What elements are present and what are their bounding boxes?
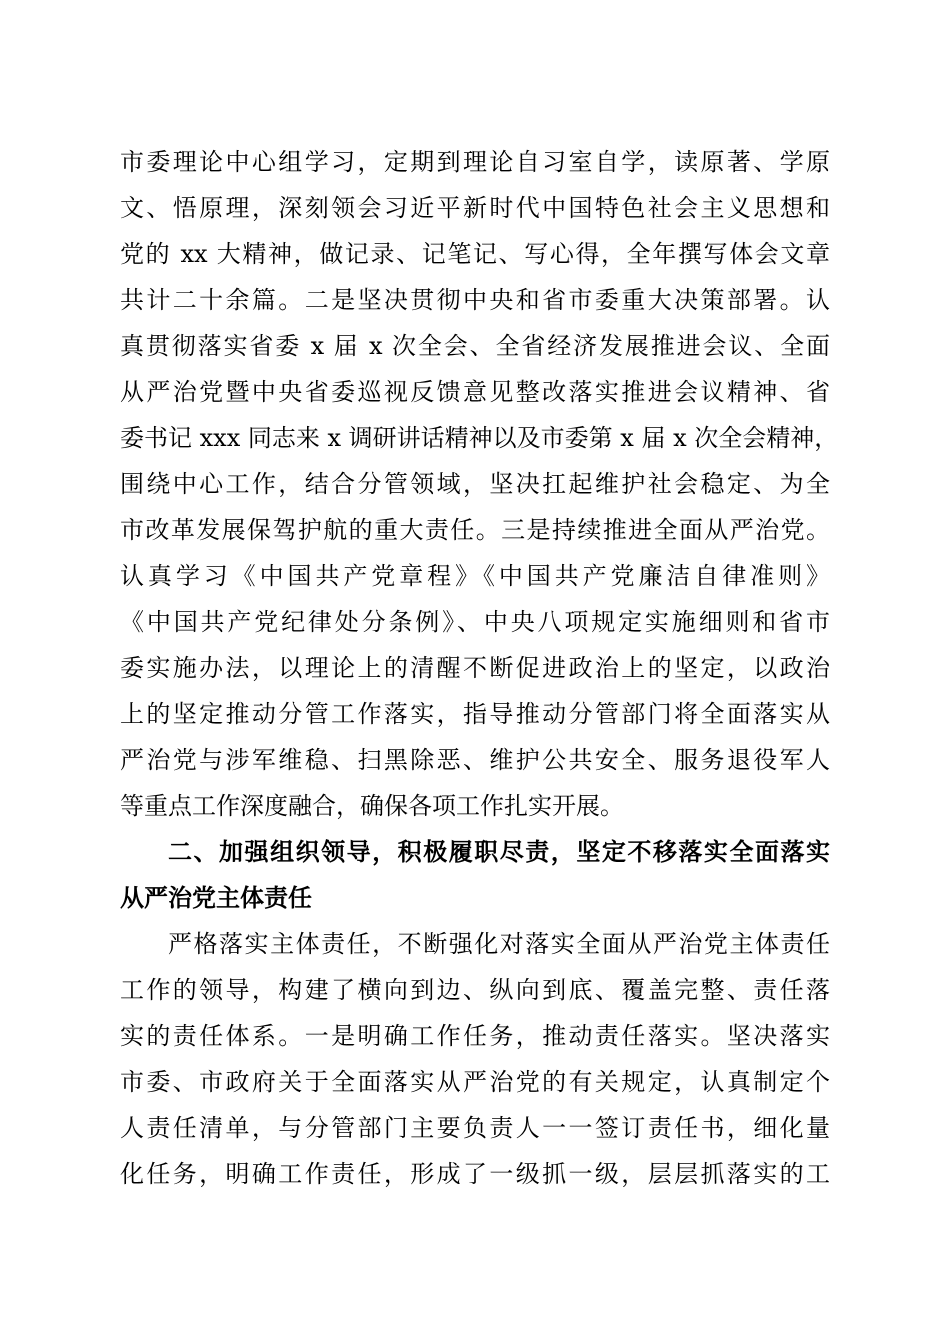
paragraph-1-line-13: 上的坚定推动分管工作落实，指导推动分管部门将全面落实从 [120, 700, 830, 728]
paragraph-1-line-5: 真贯彻落实省委 x 届 x 次全会、全省经济发展推进会议、全面 [120, 332, 830, 360]
paragraph-1-line-14: 严治党与涉军维稳、扫黑除恶、维护公共安全、服务退役军人 [120, 746, 830, 774]
paragraph-1-line-4: 共计二十余篇。二是坚决贯彻中央和省市委重大决策部署。认 [120, 286, 830, 314]
paragraph-1-line-12: 委实施办法，以理论上的清醒不断促进政治上的坚定，以政治 [120, 654, 830, 682]
paragraph-1-line-8: 围绕中心工作，结合分管领域，坚决扛起维护社会稳定、为全 [120, 470, 830, 498]
paragraph-1-line-10: 认真学习《中国共产党章程》《中国共产党廉洁自律准则》 [120, 562, 830, 590]
section-heading-line-2: 从严治党主体责任 [120, 884, 312, 912]
section-heading-line-1: 二、加强组织领导，积极履职尽责，坚定不移落实全面落实 [168, 838, 830, 866]
paragraph-1-line-11: 《中国共产党纪律处分条例》、中央八项规定实施细则和省市 [120, 608, 830, 636]
paragraph-1-line-6: 从严治党暨中央省委巡视反馈意见整改落实推进会议精神、省 [120, 378, 830, 406]
paragraph-1-line-7: 委书记 xxx 同志来 x 调研讲话精神以及市委第 x 届 x 次全会精神， [120, 424, 839, 452]
paragraph-2-line-3: 实的责任体系。一是明确工作任务，推动责任落实。坚决落实 [120, 1022, 830, 1050]
paragraph-2-line-4: 市委、市政府关于全面落实从严治党的有关规定，认真制定个 [120, 1068, 830, 1096]
paragraph-2-line-2: 工作的领导，构建了横向到边、纵向到底、覆盖完整、责任落 [120, 976, 830, 1004]
paragraph-2-line-6: 化任务，明确工作责任，形成了一级抓一级，层层抓落实的工 [120, 1160, 830, 1188]
paragraph-1-line-2: 文、悟原理，深刻领会习近平新时代中国特色社会主义思想和 [120, 194, 830, 222]
paragraph-2-line-1: 严格落实主体责任，不断强化对落实全面从严治党主体责任 [168, 930, 830, 958]
paragraph-1-line-15: 等重点工作深度融合，确保各项工作扎实开展。 [120, 792, 624, 820]
paragraph-1-line-1: 市委理论中心组学习，定期到理论自习室自学，读原著、学原 [120, 148, 830, 176]
paragraph-2-line-5: 人责任清单，与分管部门主要负责人一一签订责任书，细化量 [120, 1114, 830, 1142]
paragraph-1-line-3: 党的 xx 大精神，做记录、记笔记、写心得，全年撰写体会文章 [120, 240, 830, 268]
paragraph-1-line-9: 市改革发展保驾护航的重大责任。三是持续推进全面从严治党。 [120, 516, 830, 544]
